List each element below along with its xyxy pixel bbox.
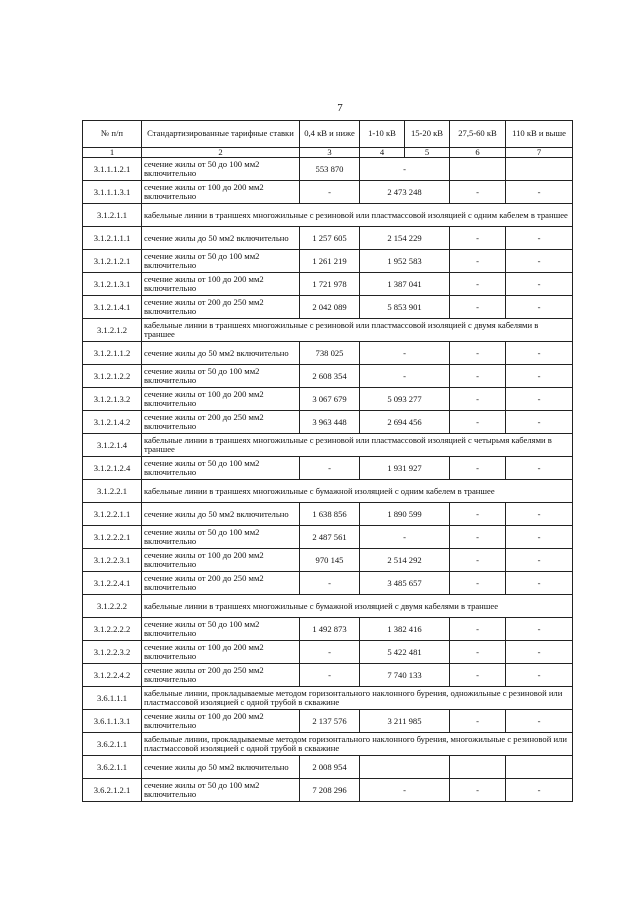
- row-number: 3.1.2.1.3.2: [83, 388, 142, 411]
- table-row: [83, 503, 573, 526]
- section-description: кабельные линии, прокладываемые методом горизонтального наклонного бурения, одножильные с резиновой или пластмассовой изоляцией с одной трубой в скважине: [142, 687, 573, 710]
- table-row: [83, 549, 573, 572]
- rate-description: сечение жилы от 50 до 100 мм2 включительно: [142, 779, 300, 802]
- row-number: 3.1.2.1.1.1: [83, 227, 142, 250]
- value-04kv: 1 492 873: [300, 618, 360, 641]
- value-27-60kv: [450, 158, 506, 181]
- value-110kv: -: [506, 342, 573, 365]
- row-number: 3.1.2.2.2.1: [83, 526, 142, 549]
- value-1-20kv: 3 211 985: [360, 710, 450, 733]
- value-110kv: -: [506, 549, 573, 572]
- value-04kv: 3 067 679: [300, 388, 360, 411]
- rate-description: сечение жилы от 200 до 250 мм2 включительно: [142, 296, 300, 319]
- table-row: [83, 526, 573, 549]
- value-1-20kv: -: [360, 158, 450, 181]
- row-number: 3.1.2.1.4.1: [83, 296, 142, 319]
- value-1-20kv: 2 154 229: [360, 227, 450, 250]
- value-1-20kv: 2 694 456: [360, 411, 450, 434]
- value-110kv: -: [506, 572, 573, 595]
- rate-description: сечение жилы от 100 до 200 мм2 включительно: [142, 710, 300, 733]
- tariff-table: [82, 120, 573, 802]
- value-04kv: -: [300, 181, 360, 204]
- value-27-60kv: -: [450, 526, 506, 549]
- value-04kv: -: [300, 641, 360, 664]
- table-row: [83, 710, 573, 733]
- column-index: 3: [300, 148, 360, 158]
- value-110kv: -: [506, 710, 573, 733]
- table-row: [83, 779, 573, 802]
- value-04kv: -: [300, 457, 360, 480]
- rate-description: сечение жилы от 100 до 200 мм2 включительно: [142, 641, 300, 664]
- rate-description: сечение жилы от 100 до 200 мм2 включительно: [142, 181, 300, 204]
- row-number: 3.1.2.2.2.2: [83, 618, 142, 641]
- rate-description: сечение жилы от 50 до 100 мм2 включительно: [142, 526, 300, 549]
- value-1-20kv: 1 387 041: [360, 273, 450, 296]
- value-1-20kv: 5 853 901: [360, 296, 450, 319]
- row-number: 3.1.2.1.2: [83, 319, 142, 342]
- row-number: 3.1.2.2.2: [83, 595, 142, 618]
- section-row: [83, 434, 573, 457]
- value-110kv: -: [506, 641, 573, 664]
- value-04kv: -: [300, 664, 360, 687]
- row-number: 3.1.1.1.3.1: [83, 181, 142, 204]
- table-row: [83, 273, 573, 296]
- table-row: [83, 250, 573, 273]
- value-110kv: [506, 158, 573, 181]
- column-index: 6: [450, 148, 506, 158]
- value-04kv: 1 721 978: [300, 273, 360, 296]
- section-row: [83, 595, 573, 618]
- value-04kv: 1 261 219: [300, 250, 360, 273]
- value-1-20kv: 2 514 292: [360, 549, 450, 572]
- table-row: [83, 181, 573, 204]
- row-number: 3.1.2.1.2.2: [83, 365, 142, 388]
- page-number: 7: [337, 102, 343, 114]
- value-04kv: 970 145: [300, 549, 360, 572]
- value-27-60kv: -: [450, 365, 506, 388]
- column-index: 1: [83, 148, 142, 158]
- value-04kv: 2 608 354: [300, 365, 360, 388]
- rate-description: сечение жилы от 50 до 100 мм2 включительно: [142, 158, 300, 181]
- rate-description: сечение жилы до 50 мм2 включительно: [142, 342, 300, 365]
- value-1-20kv: 1 931 927: [360, 457, 450, 480]
- value-110kv: -: [506, 181, 573, 204]
- rate-description: сечение жилы от 200 до 250 мм2 включительно: [142, 572, 300, 595]
- value-1-20kv: 5 422 481: [360, 641, 450, 664]
- value-1-20kv: 1 952 583: [360, 250, 450, 273]
- value-27-60kv: -: [450, 457, 506, 480]
- value-27-60kv: -: [450, 342, 506, 365]
- value-110kv: -: [506, 457, 573, 480]
- row-number: 3.6.1.1.3.1: [83, 710, 142, 733]
- table-row: [83, 618, 573, 641]
- rate-description: сечение жилы от 50 до 100 мм2 включительно: [142, 365, 300, 388]
- rate-description: сечение жилы от 100 до 200 мм2 включительно: [142, 549, 300, 572]
- rate-description: сечение жилы до 50 мм2 включительно: [142, 227, 300, 250]
- section-row: [83, 733, 573, 756]
- column-index: 5: [405, 148, 450, 158]
- table-row: [83, 664, 573, 687]
- row-number: 3.1.2.1.4: [83, 434, 142, 457]
- value-110kv: -: [506, 779, 573, 802]
- table-row: [83, 411, 573, 434]
- section-row: [83, 204, 573, 227]
- value-27-60kv: -: [450, 388, 506, 411]
- value-110kv: -: [506, 618, 573, 641]
- header-rates: Стандартизированные тарифные ставки: [142, 121, 300, 148]
- row-number: 3.1.2.2.3.1: [83, 549, 142, 572]
- value-1-20kv: -: [360, 779, 450, 802]
- value-1-20kv: 1 382 416: [360, 618, 450, 641]
- section-description: кабельные линии в траншеях многожильные с бумажной изоляцией с одним кабелем в траншее: [142, 480, 573, 503]
- table-row: [83, 227, 573, 250]
- value-1-20kv: 3 485 657: [360, 572, 450, 595]
- value-27-60kv: -: [450, 273, 506, 296]
- value-27-60kv: -: [450, 296, 506, 319]
- value-1-20kv: -: [360, 365, 450, 388]
- value-27-60kv: -: [450, 411, 506, 434]
- value-27-60kv: -: [450, 250, 506, 273]
- table-row: [83, 756, 573, 779]
- value-110kv: -: [506, 250, 573, 273]
- value-27-60kv: -: [450, 710, 506, 733]
- column-index-row: [83, 148, 573, 158]
- table-row: [83, 572, 573, 595]
- row-number: 3.1.1.1.2.1: [83, 158, 142, 181]
- row-number: 3.1.2.1.2.4: [83, 457, 142, 480]
- row-number: 3.1.2.2.1: [83, 480, 142, 503]
- header-number: № п/п: [83, 121, 142, 148]
- rate-description: сечение жилы от 50 до 100 мм2 включительно: [142, 250, 300, 273]
- value-1-20kv: 2 473 248: [360, 181, 450, 204]
- section-row: [83, 480, 573, 503]
- value-27-60kv: -: [450, 549, 506, 572]
- rate-description: сечение жилы до 50 мм2 включительно: [142, 503, 300, 526]
- section-row: [83, 319, 573, 342]
- value-27-60kv: -: [450, 664, 506, 687]
- header-15-20kv: 15-20 кВ: [405, 121, 450, 148]
- table-row: [83, 342, 573, 365]
- row-number: 3.6.1.1.1: [83, 687, 142, 710]
- value-27-60kv: -: [450, 618, 506, 641]
- value-04kv: 2 008 954: [300, 756, 360, 779]
- column-index: 2: [142, 148, 300, 158]
- value-110kv: -: [506, 227, 573, 250]
- section-row: [83, 687, 573, 710]
- row-number: 3.6.2.1.2.1: [83, 779, 142, 802]
- section-description: кабельные линии в траншеях многожильные с бумажной изоляцией с двумя кабелями в траншее: [142, 595, 573, 618]
- rate-description: сечение жилы от 100 до 200 мм2 включительно: [142, 273, 300, 296]
- section-description: кабельные линии в траншеях многожильные с резиновой или пластмассовой изоляцией с одним кабелем в траншее: [142, 204, 573, 227]
- row-number: 3.1.2.2.4.1: [83, 572, 142, 595]
- value-27-60kv: -: [450, 181, 506, 204]
- rate-description: сечение жилы от 50 до 100 мм2 включительно: [142, 457, 300, 480]
- row-number: 3.1.2.1.4.2: [83, 411, 142, 434]
- rate-description: сечение жилы от 200 до 250 мм2 включительно: [142, 411, 300, 434]
- value-04kv: 7 208 296: [300, 779, 360, 802]
- table-header-row: [83, 121, 573, 148]
- row-number: 3.1.2.1.3.1: [83, 273, 142, 296]
- value-27-60kv: -: [450, 572, 506, 595]
- value-110kv: -: [506, 526, 573, 549]
- value-04kv: 1 257 605: [300, 227, 360, 250]
- value-04kv: 3 963 448: [300, 411, 360, 434]
- row-number: 3.1.2.1.1: [83, 204, 142, 227]
- value-27-60kv: -: [450, 227, 506, 250]
- column-index: 7: [506, 148, 573, 158]
- rate-description: сечение жилы от 200 до 250 мм2 включительно: [142, 664, 300, 687]
- row-number: 3.1.2.2.1.1: [83, 503, 142, 526]
- header-110kv: 110 кВ и выше: [506, 121, 573, 148]
- section-description: кабельные линии в траншеях многожильные с резиновой или пластмассовой изоляцией с двумя кабелями в траншее: [142, 319, 573, 342]
- table-row: [83, 641, 573, 664]
- header-27-60kv: 27,5-60 кВ: [450, 121, 506, 148]
- value-110kv: -: [506, 365, 573, 388]
- value-04kv: 738 025: [300, 342, 360, 365]
- value-27-60kv: -: [450, 779, 506, 802]
- rate-description: сечение жилы от 100 до 200 мм2 включительно: [142, 388, 300, 411]
- value-04kv: 2 042 089: [300, 296, 360, 319]
- value-27-60kv: [450, 756, 506, 779]
- value-1-20kv: [360, 756, 450, 779]
- column-index: 4: [360, 148, 405, 158]
- section-description: кабельные линии, прокладываемые методом горизонтального наклонного бурения, многожильные с резиновой или пластмассовой изоляцией с одной трубой в скважине: [142, 733, 573, 756]
- value-04kv: 553 870: [300, 158, 360, 181]
- value-04kv: 1 638 856: [300, 503, 360, 526]
- header-1-10kv: 1-10 кВ: [360, 121, 405, 148]
- row-number: 3.1.2.2.4.2: [83, 664, 142, 687]
- rate-description: сечение жилы от 50 до 100 мм2 включительно: [142, 618, 300, 641]
- row-number: 3.6.2.1.1: [83, 756, 142, 779]
- value-110kv: -: [506, 503, 573, 526]
- value-110kv: -: [506, 296, 573, 319]
- row-number: 3.1.2.1.2.1: [83, 250, 142, 273]
- value-110kv: -: [506, 273, 573, 296]
- table-row: [83, 365, 573, 388]
- row-number: 3.1.2.1.1.2: [83, 342, 142, 365]
- section-description: кабельные линии в траншеях многожильные с резиновой или пластмассовой изоляцией с четырьмя кабелями в траншее: [142, 434, 573, 457]
- value-110kv: [506, 756, 573, 779]
- value-04kv: 2 487 561: [300, 526, 360, 549]
- value-27-60kv: -: [450, 503, 506, 526]
- value-110kv: -: [506, 411, 573, 434]
- value-1-20kv: -: [360, 342, 450, 365]
- value-04kv: -: [300, 572, 360, 595]
- value-1-20kv: -: [360, 526, 450, 549]
- value-1-20kv: 5 093 277: [360, 388, 450, 411]
- value-27-60kv: -: [450, 641, 506, 664]
- table-body: [83, 158, 573, 802]
- rate-description: сечение жилы до 50 мм2 включительно: [142, 756, 300, 779]
- value-04kv: 2 137 576: [300, 710, 360, 733]
- row-number: 3.1.2.2.3.2: [83, 641, 142, 664]
- table-row: [83, 457, 573, 480]
- header-04kv: 0,4 кВ и ниже: [300, 121, 360, 148]
- table-row: [83, 388, 573, 411]
- table-row: [83, 158, 573, 181]
- value-1-20kv: 7 740 133: [360, 664, 450, 687]
- table-row: [83, 296, 573, 319]
- value-1-20kv: 1 890 599: [360, 503, 450, 526]
- row-number: 3.6.2.1.1: [83, 733, 142, 756]
- value-110kv: -: [506, 664, 573, 687]
- value-110kv: -: [506, 388, 573, 411]
